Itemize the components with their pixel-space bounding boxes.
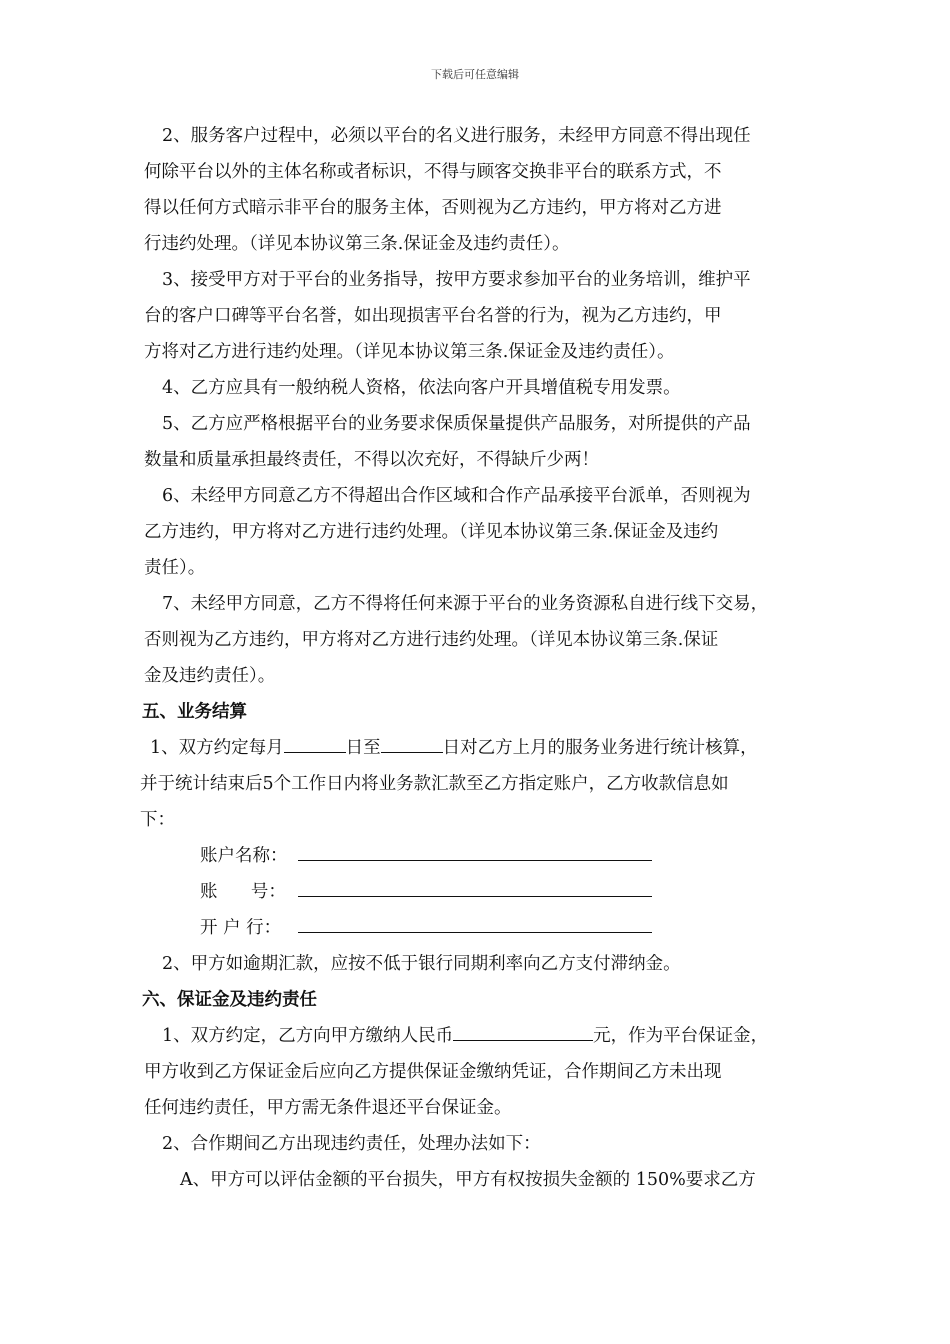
settlement-text: 1、双方约定每月 [150, 738, 284, 758]
account-number-blank[interactable] [298, 876, 652, 897]
clause-line: 2、服务客户过程中，必须以平台的名义进行服务，未经甲方同意不得出现任 [162, 126, 751, 146]
clause-line: 3、接受甲方对于平台的业务指导，按甲方要求参加平台的业务培训，维护平 [162, 270, 751, 290]
document-body [140, 118, 816, 1198]
clause-7 [144, 586, 816, 694]
day-end-blank[interactable] [381, 734, 443, 753]
clause-2 [144, 118, 816, 262]
clause-line: 4、乙方应具有一般纳税人资格，依法向客户开具增值税专用发票。 [162, 378, 681, 398]
deposit-item-1 [144, 1018, 816, 1054]
section-5-title: 五、业务结算 [142, 702, 247, 722]
deposit-text: 元，作为平台保证金， [593, 1026, 769, 1046]
clause-5 [144, 406, 816, 478]
clause-6 [144, 478, 816, 586]
page-header-note: 下载后可任意编辑 [431, 68, 519, 81]
settlement-item-2: 2、甲方如逾期汇款，应按不低于银行同期利率向乙方支付滞纳金。 [162, 954, 681, 974]
clause-line: 数量和质量承担最终责任，不得以次充好，不得缺斤少两！ [144, 450, 599, 470]
clause-line: 乙方违约，甲方将对乙方进行违约处理。（详见本协议第三条.保证金及违约 [144, 522, 719, 542]
deposit-item-a: A、甲方可以评估金额的平台损失，甲方有权按损失金额的 150%要求乙方 [180, 1170, 756, 1190]
clause-line: 得以任何方式暗示非平台的服务主体，否则视为乙方违约，甲方将对乙方进 [144, 198, 722, 218]
clause-line: 下： [140, 810, 175, 830]
clause-line: 行违约处理。（详见本协议第三条.保证金及违约责任）。 [144, 234, 570, 254]
clause-line: 6、未经甲方同意乙方不得超出合作区域和合作产品承接平台派单，否则视为 [162, 486, 751, 506]
section-6-title: 六、保证金及违约责任 [142, 990, 317, 1010]
bank-row [144, 910, 816, 946]
settlement-item-1 [144, 730, 816, 766]
deposit-item-2: 2、合作期间乙方出现违约责任，处理办法如下： [162, 1134, 541, 1154]
bank-blank[interactable] [298, 912, 652, 933]
clause-line: 责任）。 [144, 558, 206, 578]
clause-line: 台的客户口碑等平台名誉，如出现损害平台名誉的行为，视为乙方违约，甲 [144, 306, 722, 326]
clause-3 [144, 262, 816, 370]
clause-line: 7、未经甲方同意，乙方不得将任何来源于平台的业务资源私自进行线下交易， [162, 594, 769, 614]
clause-line: 何除平台以外的主体名称或者标识，不得与顾客交换非平台的联系方式，不 [144, 162, 722, 182]
clause-4 [144, 370, 816, 406]
deposit-text: 1、双方约定，乙方向甲方缴纳人民币 [162, 1026, 454, 1046]
account-name-label: 账户名称： [200, 846, 288, 866]
clause-line: 金及违约责任）。 [144, 666, 276, 686]
clause-line: 否则视为乙方违约，甲方将对乙方进行违约处理。（详见本协议第三条.保证 [144, 630, 719, 650]
account-number-label: 账 号： [200, 882, 286, 902]
clause-line: 方将对乙方进行违约处理。（详见本协议第三条.保证金及违约责任）。 [144, 342, 675, 362]
bank-label: 开 户 行： [200, 918, 282, 938]
clause-line: 甲方收到乙方保证金后应向乙方提供保证金缴纳凭证，合作期间乙方未出现 [144, 1062, 722, 1082]
account-name-blank[interactable] [298, 840, 652, 861]
settlement-text: 日对乙方上月的服务业务进行统计核算， [442, 738, 758, 758]
clause-line: 并于统计结束后5个工作日内将业务款汇款至乙方指定账户，乙方收款信息如 [140, 774, 729, 794]
settlement-text: 日至 [345, 738, 381, 758]
account-name-row [144, 838, 816, 874]
deposit-amount-blank[interactable] [453, 1022, 593, 1041]
account-number-row [144, 874, 816, 910]
clause-line: 任何违约责任，甲方需无条件退还平台保证金。 [144, 1098, 512, 1118]
day-start-blank[interactable] [284, 734, 346, 753]
clause-line: 5、乙方应严格根据平台的业务要求保质保量提供产品服务，对所提供的产品 [162, 414, 751, 434]
